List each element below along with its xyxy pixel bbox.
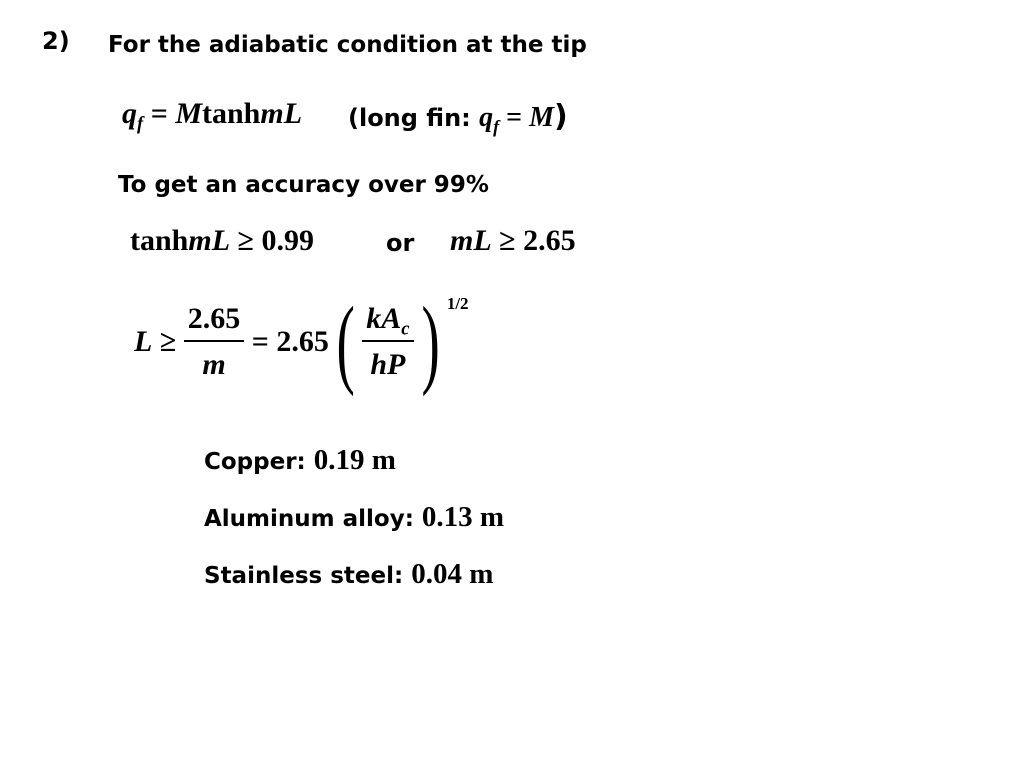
M-symbol: M xyxy=(175,97,202,130)
result-stainless xyxy=(204,558,493,591)
fraction-265-over-m xyxy=(184,302,245,382)
result-aluminum xyxy=(204,501,504,534)
long-fin-eq: = xyxy=(499,102,530,133)
result-label: Aluminum alloy: xyxy=(204,506,422,532)
result-copper xyxy=(204,444,396,477)
fin-heat-equation: $q_f$ = MtanhmL xyxy=(122,97,303,135)
right-paren: ) xyxy=(420,286,440,397)
inner-numerator: $kA_c$ xyxy=(362,302,413,342)
q-symbol: q xyxy=(122,97,137,130)
mL-symbol-3: mL xyxy=(450,224,492,257)
tanh-function: tanh xyxy=(202,97,261,130)
mL-symbol: mL xyxy=(260,97,303,130)
f-subscript: f xyxy=(137,113,144,135)
inner-denominator: hP xyxy=(370,348,406,381)
length-equation xyxy=(134,286,469,397)
L-symbol: L xyxy=(134,325,153,358)
fraction-kAc-over-hP xyxy=(362,302,413,382)
item-number: 2) xyxy=(42,27,70,55)
accuracy-text: To get an accuracy over 99% xyxy=(118,172,489,198)
fraction-denominator: m xyxy=(202,348,226,381)
accuracy-inequality xyxy=(130,223,314,258)
result-label: Copper: xyxy=(204,449,314,475)
long-fin-note xyxy=(348,99,568,137)
left-paren: ( xyxy=(336,286,355,397)
ineq-value-1: ≥ 0.99 xyxy=(230,224,314,257)
long-fin-q: q xyxy=(479,102,494,133)
result-value: 0.04 m xyxy=(411,558,494,590)
or-text: or xyxy=(386,229,415,257)
mL-symbol-2: mL xyxy=(188,224,231,257)
fraction-numerator: 2.65 xyxy=(184,302,245,342)
long-fin-close: ) xyxy=(554,99,568,134)
exponent: 1/2 xyxy=(446,294,469,313)
ge-symbol: ≥ xyxy=(152,325,184,358)
long-fin-f: f xyxy=(493,116,500,137)
ineq-value-2: ≥ 2.65 xyxy=(491,224,576,257)
result-value: 0.19 m xyxy=(313,444,396,476)
result-label: Stainless steel: xyxy=(204,563,412,589)
result-value: 0.13 m xyxy=(421,501,505,533)
mL-inequality xyxy=(450,223,576,258)
tanh-function-2: tanh xyxy=(130,224,189,257)
long-fin-open: (long fin: xyxy=(348,104,480,132)
equals-265: = 2.65 xyxy=(244,325,329,358)
heading: For the adiabatic condition at the tip xyxy=(108,32,587,58)
long-fin-M: M xyxy=(529,102,555,133)
